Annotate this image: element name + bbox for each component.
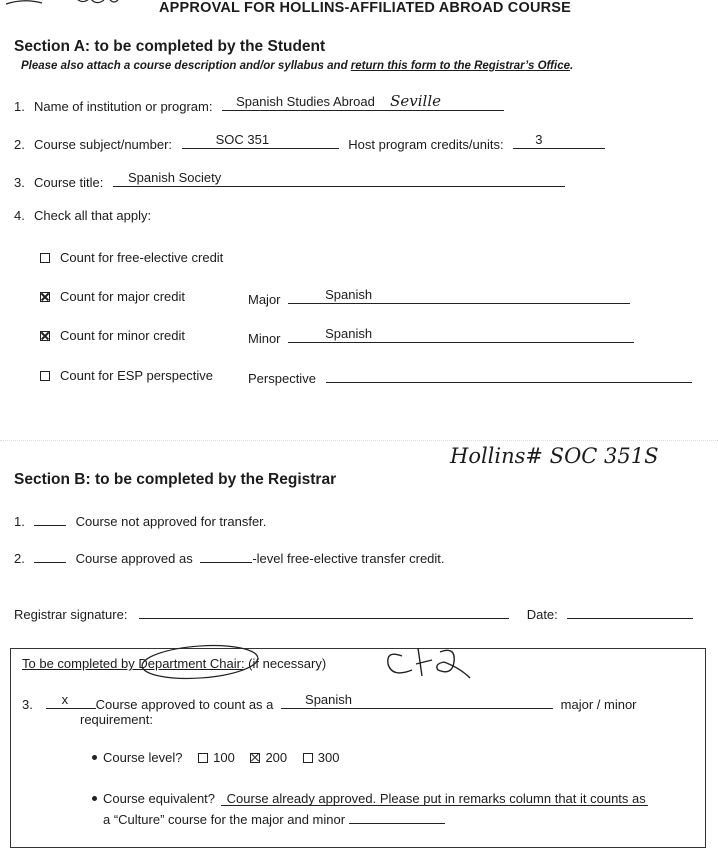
check-all-label: Check all that apply:: [34, 208, 152, 223]
form-title: APPROVAL FOR HOLLINS-AFFILIATED ABROAD COURSE: [159, 0, 572, 16]
item3-field[interactable]: [281, 694, 553, 709]
bullet-icon: [92, 796, 97, 801]
major-value: Spanish: [325, 287, 373, 302]
course-equivalent-row: [92, 791, 648, 806]
level-200-label: 200: [265, 750, 288, 765]
dept-chair-heading-suffix: (if necessary): [244, 656, 327, 671]
approved-level-text: -level free-elective transfer credit.: [252, 551, 445, 566]
course-title-field[interactable]: [113, 172, 565, 187]
date-label: Date:: [526, 607, 558, 622]
credits-value: 3: [535, 132, 543, 147]
level-label: Course level?: [103, 750, 183, 765]
option-free-elective: [40, 250, 223, 265]
equivalent-value: Course already approved. Please put in remarks column that it counts as: [226, 791, 646, 806]
major-checkbox[interactable]: [40, 292, 50, 302]
equivalent-line2: [103, 809, 445, 827]
equivalent-line2-field[interactable]: [349, 809, 445, 824]
equivalent-line2-text: a “Culture” course for the major and minor: [103, 812, 346, 827]
credits-label: Host program credits/units:: [348, 137, 504, 152]
equivalent-field[interactable]: [221, 791, 648, 806]
item3-text: Course approved to count as a: [95, 697, 274, 712]
equivalent-label: Course equivalent?: [103, 791, 216, 806]
item-institution: 1. Name of institution or program: Spanish Studies Abroad Seville: [14, 96, 504, 114]
handwritten-scrawl: [4, 0, 144, 10]
b-item-not-approved: 1. Course not approved for transfer.: [14, 511, 266, 529]
esp-checkbox[interactable]: [40, 371, 50, 381]
subject-value: SOC 351: [215, 132, 270, 147]
perspective-field[interactable]: [326, 368, 692, 383]
level-field[interactable]: [200, 548, 252, 563]
section-b-heading: Section B: to be completed by the Registrar: [14, 471, 337, 488]
item3-mark-field[interactable]: [46, 694, 96, 709]
minor-checkbox[interactable]: [40, 331, 50, 341]
instruction-return-text: return this form to the Registrar’s Office: [350, 60, 570, 72]
institution-handwritten: Seville: [390, 92, 441, 110]
subject-label: Course subject/number:: [34, 137, 173, 152]
option-esp: [40, 368, 213, 383]
signature-field[interactable]: [139, 604, 509, 619]
not-approved-text: Course not approved for transfer.: [75, 514, 267, 529]
major-field[interactable]: [288, 289, 630, 304]
item3-value: Spanish: [305, 692, 353, 707]
item3-mark: x: [61, 692, 69, 707]
perspective-field-row: [248, 368, 692, 386]
option-major: [40, 289, 185, 304]
instruction-text: Please also attach a course description and/or syllabus and: [21, 60, 351, 72]
dept-item-3-line2: requirement:: [80, 712, 153, 727]
level-100-checkbox[interactable]: [198, 753, 208, 763]
institution-value: Spanish Studies Abroad: [236, 94, 375, 109]
option-label: Count for free-elective credit: [60, 250, 224, 265]
subject-field[interactable]: [182, 134, 339, 149]
institution-field[interactable]: [222, 92, 504, 111]
item-check-all: 4. Check all that apply:: [14, 208, 152, 223]
section-a-heading: Section A: to be completed by the Student: [14, 38, 326, 55]
bullet-icon: [92, 755, 97, 760]
item-subject: 2. Course subject/number: SOC 351 Host program credits/units: 3: [14, 134, 605, 152]
major-label: Major: [248, 292, 281, 307]
level-300-label: 300: [317, 750, 340, 765]
level-300-checkbox[interactable]: [303, 753, 313, 763]
chair-annotation: [140, 634, 500, 694]
b-item-approved-as: 2. Course approved as -level free-elective transfer credit.: [14, 548, 445, 566]
minor-label: Minor: [248, 331, 281, 346]
not-approved-field[interactable]: [34, 511, 66, 526]
approved-field[interactable]: [34, 548, 66, 563]
minor-field-row: [248, 328, 634, 346]
minor-value: Spanish: [325, 326, 373, 341]
dept-chair-heading-text: To be completed by Department Chair:: [22, 656, 245, 671]
option-minor: [40, 328, 185, 343]
option-label: Count for ESP perspective: [60, 368, 213, 383]
level-200-checkbox[interactable]: [250, 753, 260, 763]
minor-field[interactable]: [288, 328, 634, 343]
approved-as-text: Course approved as: [75, 551, 193, 566]
option-label: Count for minor credit: [60, 328, 185, 343]
signature-label: Registrar signature:: [14, 607, 128, 622]
item-title: 3. Course title: Spanish Society: [14, 172, 565, 190]
course-title-label: Course title:: [34, 175, 104, 190]
handwritten-course-note: Hollins# SOC 351S: [450, 444, 659, 468]
section-a-instruction: [21, 60, 573, 72]
instruction-period: .: [569, 60, 574, 72]
section-divider: [0, 440, 718, 441]
course-level-row: [92, 750, 339, 765]
perspective-label: Perspective: [248, 371, 316, 386]
free-elective-checkbox[interactable]: [40, 253, 50, 263]
registrar-signature-row: [14, 604, 693, 622]
institution-label: Name of institution or program:: [34, 99, 213, 114]
option-label: Count for major credit: [60, 289, 185, 304]
date-field[interactable]: [567, 604, 693, 619]
dept-item-3: 3. x Course approved to count as a Spanish major / minor: [22, 692, 637, 712]
level-100-label: 100: [213, 750, 235, 765]
credits-field[interactable]: [513, 134, 605, 149]
major-field-row: [248, 289, 630, 307]
major-minor-text: major / minor: [560, 697, 637, 712]
course-title-value: Spanish Society: [128, 170, 222, 185]
